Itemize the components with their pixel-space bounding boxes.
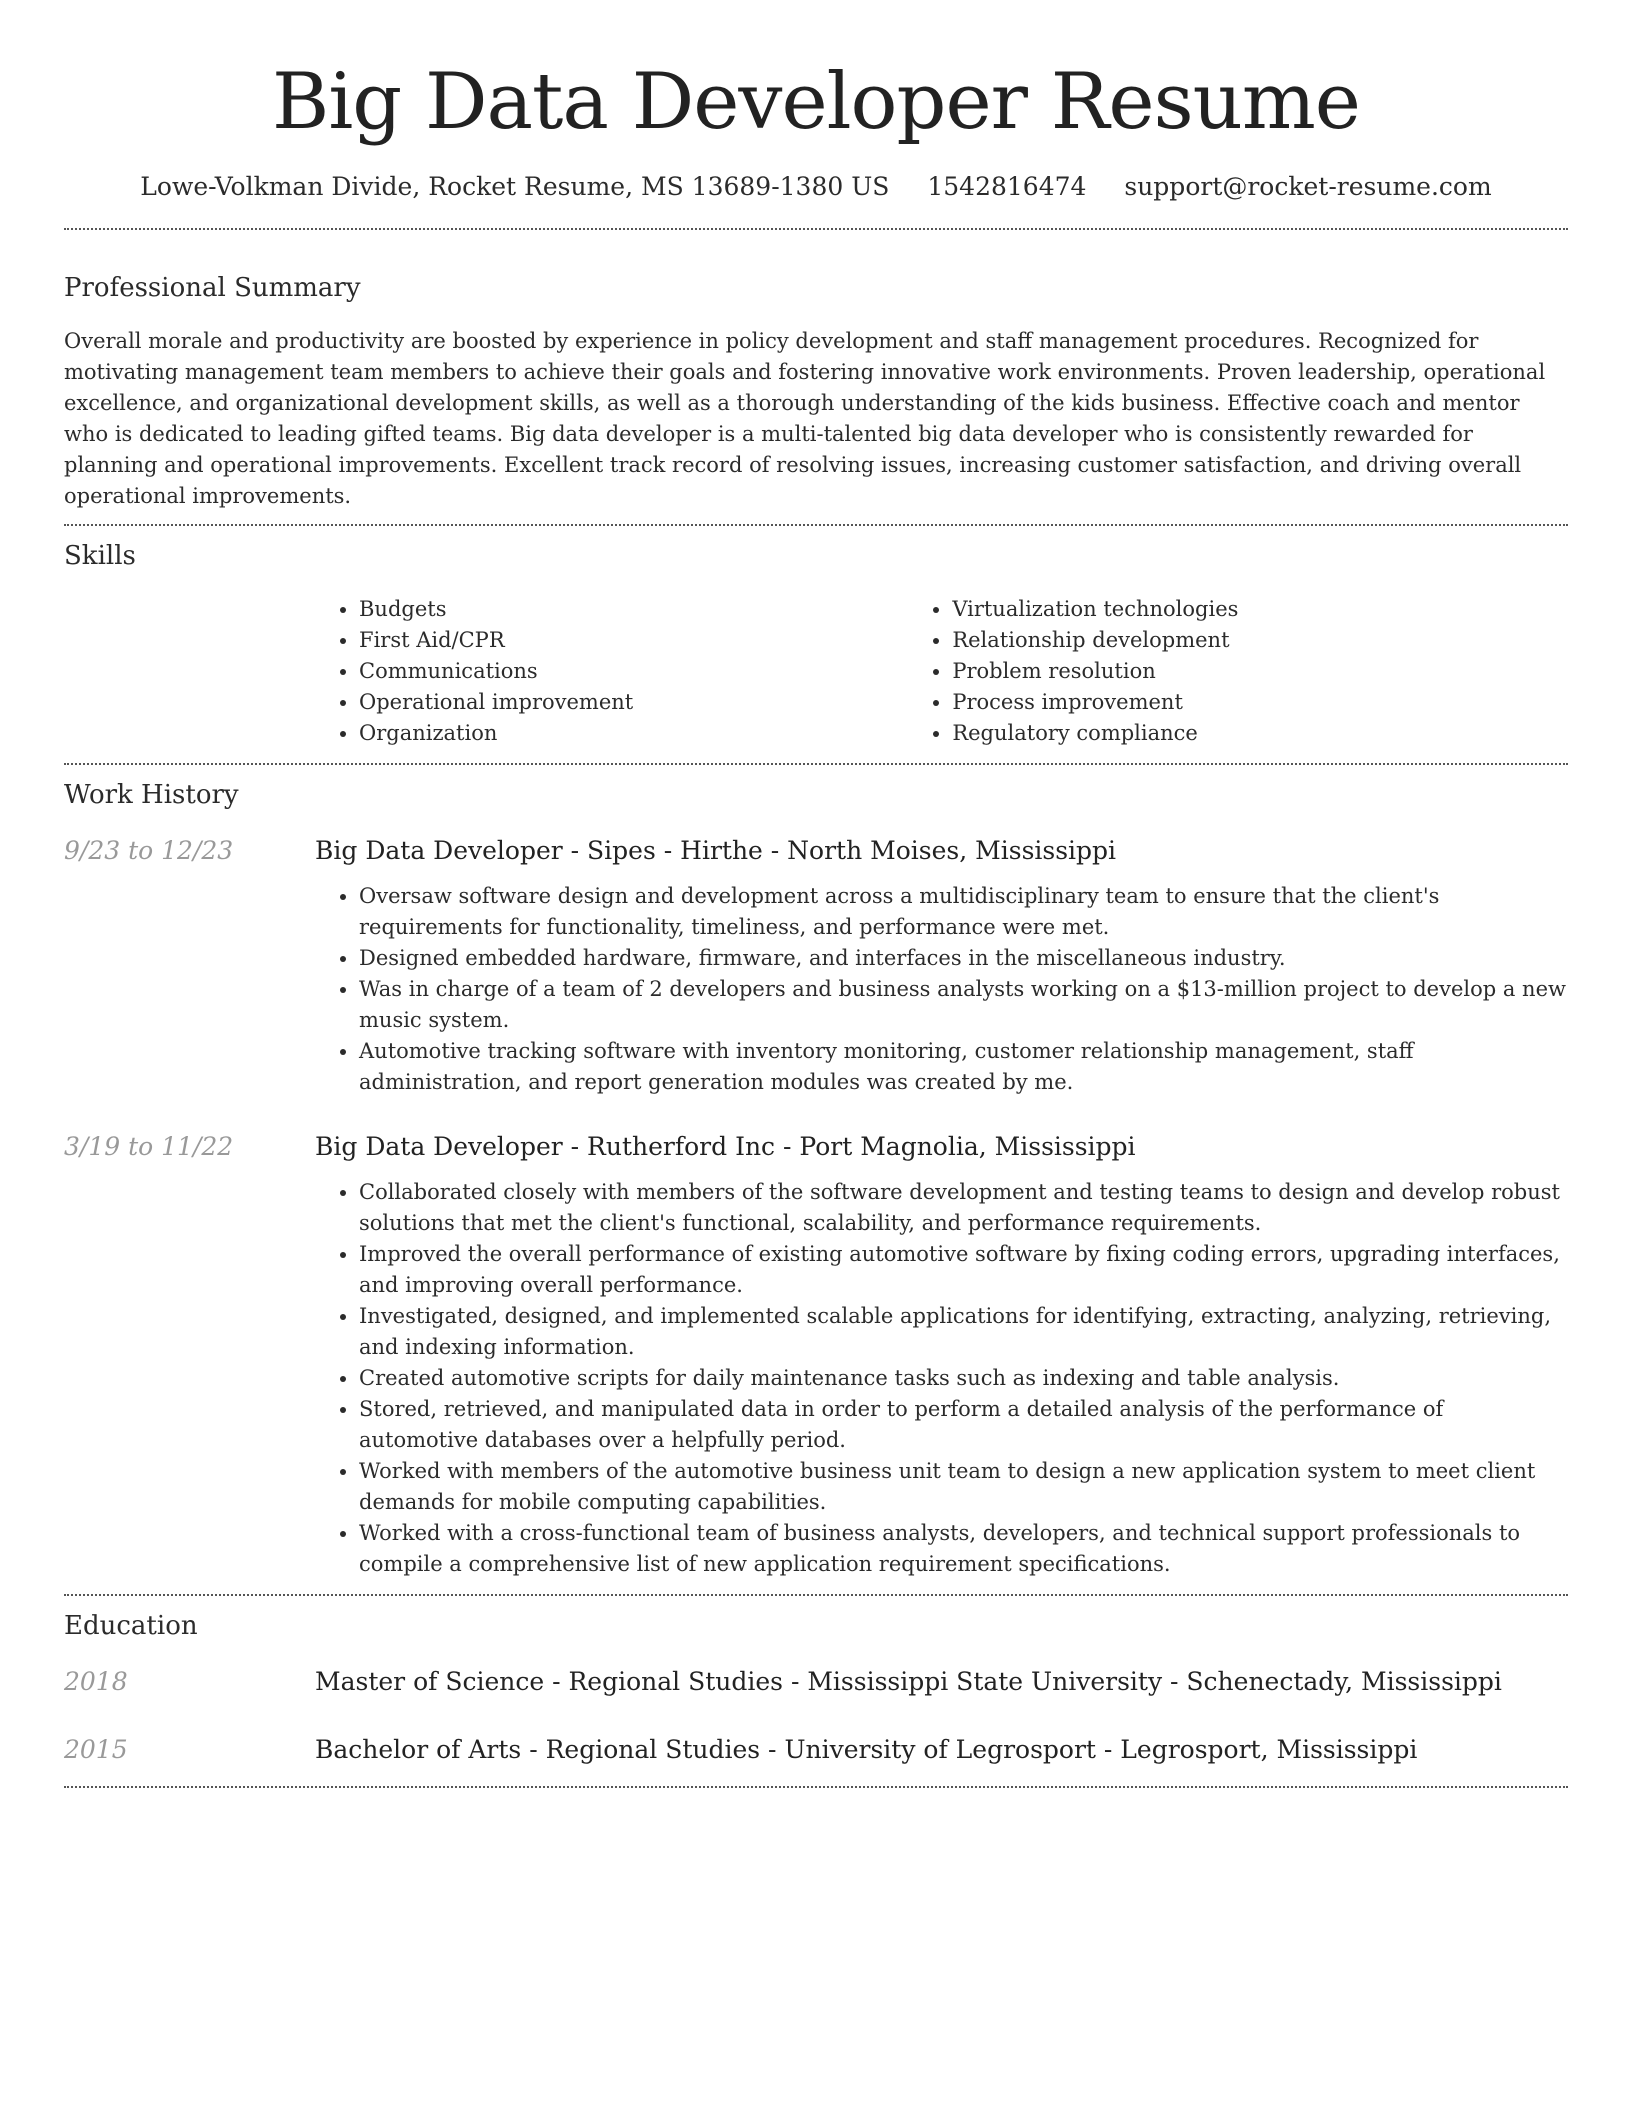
contact-phone: 1542816474 (927, 172, 1087, 201)
summary-text: Overall morale and productivity are boosted by experience in policy development and staff management procedures. Recognized for motivating management team members to achieve their goals and fostering innovative work environments. Proven leadership, operational excellence, and organizational development skills, as well as a thorough understanding of the kids business. Effective coach and mentor who is dedicated to leading gifted teams. Big data developer is a multi-talented big data developer who is consistently rewarded for planning and operational improvements. Excellent track record of resolving issues, increasing customer satisfaction, and driving overall operational improvements. (64, 329, 1546, 508)
job-bullet: • Designed embedded hardware, firmware, and interfaces in the miscellaneous industry. (359, 943, 1568, 974)
job-bullets (315, 881, 1568, 1098)
skills-column-right (908, 594, 1568, 749)
education-year: 2018 (64, 1667, 128, 1696)
job-dates: 3/19 to 11/22 (64, 1132, 234, 1161)
skill-item: • Budgets (359, 594, 908, 625)
job-bullets (315, 1177, 1568, 1580)
job-bullet: • Collaborated closely with members of the software development and testing teams to design and develop robust solutions that met the client's functional, scalability, and performance requirements. (359, 1177, 1568, 1239)
job-bullet: • Oversaw software design and development across a multidisciplinary team to ensure that the client's requirements for functionality, timeliness, and performance were met. (359, 881, 1568, 943)
skill-item: • Problem resolution (952, 656, 1568, 687)
skill-item: • Virtualization technologies (952, 594, 1568, 625)
skill-item: • Organization (359, 718, 908, 749)
skill-item: • Communications (359, 656, 908, 687)
job-bullet: • Was in charge of a team of 2 developers and business analysts working on a $13-million project to develop a new music system. (359, 974, 1568, 1036)
education-title: Bachelor of Arts - Regional Studies - University of Legrosport - Legrosport, Mississippi (315, 1735, 1418, 1764)
education-item (64, 1666, 1568, 1698)
contact-line (64, 172, 1568, 202)
job-bullet: • Investigated, designed, and implemented scalable applications for identifying, extracting, analyzing, retrieving, and indexing information. (359, 1301, 1568, 1363)
job-bullet: • Worked with members of the automotive business unit team to design a new application system to meet client demands for mobile computing capabilities. (359, 1456, 1568, 1518)
job-bullet: • Stored, retrieved, and manipulated data in order to perform a detailed analysis of the performance of automotive databases over a helpfully period. (359, 1394, 1568, 1456)
section-heading-education: Education (64, 1611, 198, 1641)
education-year: 2015 (64, 1735, 128, 1764)
job-bullet: • Worked with a cross-functional team of business analysts, developers, and technical support professionals to compile a comprehensive list of new application requirement specifications. (359, 1518, 1568, 1580)
section-heading-work: Work History (64, 780, 239, 810)
contact-address: Lowe-Volkman Divide, Rocket Resume, MS 13689-1380 US (140, 172, 890, 201)
skill-item: • Operational improvement (359, 687, 908, 718)
resume-title: Big Data Developer Resume (272, 57, 1360, 147)
resume-page (64, 0, 1568, 1788)
job-bullet: • Created automotive scripts for daily maintenance tasks such as indexing and table analysis. (359, 1363, 1568, 1394)
section-heading-skills: Skills (64, 541, 136, 571)
skills-column-left (315, 594, 908, 749)
job-bullet: • Improved the overall performance of existing automotive software by fixing coding errors, upgrading interfaces, and improving overall performance. (359, 1239, 1568, 1301)
job-title: Big Data Developer - Sipes - Hirthe - North Moises, Mississippi (315, 836, 1117, 865)
skill-item: • Regulatory compliance (952, 718, 1568, 749)
skill-item: • First Aid/CPR (359, 625, 908, 656)
contact-email: support@rocket-resume.com (1124, 172, 1492, 201)
job-title: Big Data Developer - Rutherford Inc - Port Magnolia, Mississippi (315, 1132, 1136, 1161)
skill-item: • Relationship development (952, 625, 1568, 656)
job-dates: 9/23 to 12/23 (64, 836, 234, 865)
skills-list (315, 594, 1568, 749)
job-header (64, 835, 1568, 867)
section-heading-summary: Professional Summary (64, 273, 361, 303)
skill-item: • Process improvement (952, 687, 1568, 718)
job-bullet: • Automotive tracking software with inventory monitoring, customer relationship management, staff administration, and report generation modules was created by me. (359, 1036, 1568, 1098)
divider (64, 1786, 1568, 1788)
education-item (64, 1734, 1568, 1766)
job-header (64, 1131, 1568, 1163)
education-title: Master of Science - Regional Studies - Mississippi State University - Schenectady, Mississippi (315, 1667, 1502, 1696)
